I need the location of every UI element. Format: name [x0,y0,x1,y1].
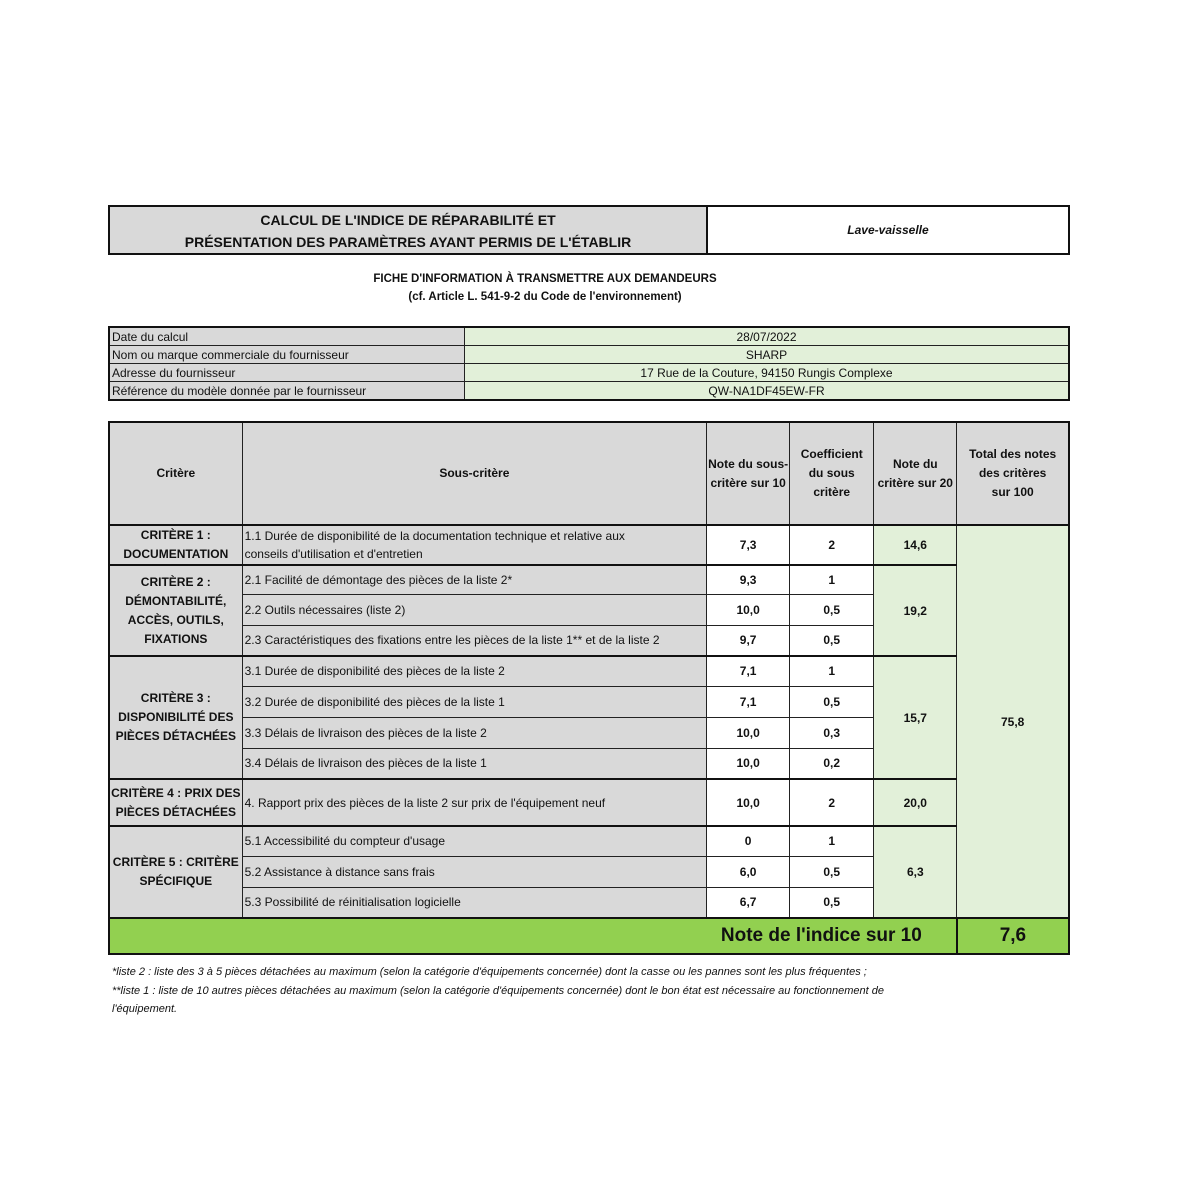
table-row [109,525,1069,565]
sub-criterion-coefficient: 2 [790,525,874,565]
criterion-line: PIÈCES DÉTACHÉES [115,804,237,819]
criterion-5-score: 6,3 [874,826,957,918]
sub-criterion-label: 2.3 Caractéristiques des fixations entre les pièces de la liste 1** et de la liste 2 [242,625,706,656]
sub-criterion-coefficient: 0,5 [790,594,874,625]
title-table [108,205,1070,255]
sub-criterion-note: 9,7 [707,625,790,656]
header-line: critère sur 20 [877,475,953,490]
sub-criterion-coefficient: 2 [790,779,874,826]
sub-criterion-coefficient: 0,5 [790,856,874,887]
footnotes [112,963,1042,1019]
sub-criterion-note: 6,0 [707,856,790,887]
criterion-5-name [109,826,242,918]
sub-criterion-line: 1.1 Durée de disponibilité de la documentation technique et relative aux [244,529,625,543]
criterion-3-name [109,656,242,779]
criterion-line: PIÈCES DÉTACHÉES [115,729,237,743]
header-total [957,422,1069,525]
header-line: Note du [892,456,938,471]
criterion-1-name [109,525,242,565]
criterion-3-score: 15,7 [874,656,957,779]
header-line: Note du sous- [708,456,789,471]
sub-criterion-note: 7,1 [707,686,790,717]
sub-criterion-label: 4. Rapport prix des pièces de la liste 2 sur prix de l'équipement neuf [242,779,706,826]
header-line: Coefficient [800,447,863,461]
header-coefficient [790,422,874,525]
sub-criterion-coefficient: 0,5 [790,625,874,656]
info-label: Date du calcul [109,327,465,346]
sub-criterion-coefficient: 1 [790,565,874,594]
info-value: 28/07/2022 [465,327,1070,346]
title-line-2: PRÉSENTATION DES PARAMÈTRES AYANT PERMIS DE L'ÉTABLIR [184,233,632,250]
criterion-line: CRITÈRE 4 : PRIX DES [111,785,241,800]
criterion-line: DOCUMENTATION [123,547,229,561]
sub-criterion-label: 2.2 Outils nécessaires (liste 2) [242,594,706,625]
sub-criterion-coefficient: 1 [790,826,874,856]
final-score-label: Note de l'indice sur 10 [109,918,957,954]
table-header-row [109,422,1069,525]
header-line: Total des notes [969,447,1057,461]
header-note-sous-critere [707,422,790,525]
sub-criterion-note: 10,0 [707,779,790,826]
header-critere: Critère [109,422,242,525]
sub-criterion-label: 3.3 Délais de livraison des pièces de la liste 2 [242,717,706,748]
final-score-value: 7,6 [957,918,1069,954]
repairability-score-table [108,421,1070,955]
sub-criterion-label: 5.2 Assistance à distance sans frais [242,856,706,887]
document-title [109,206,707,254]
header-line: du sous [808,466,855,480]
sub-criterion-coefficient: 0,3 [790,717,874,748]
supplier-info-table [108,326,1070,401]
subtitle-line-2: (cf. Article L. 541-9-2 du Code de l'environnement) [408,291,682,303]
sub-criterion-coefficient: 1 [790,656,874,686]
title-line-1: CALCUL DE L'INDICE DE RÉPARABILITÉ ET [260,211,556,228]
sub-criterion-coefficient: 0,5 [790,887,874,918]
sub-criterion-note: 10,0 [707,748,790,779]
sub-criterion-label: 5.3 Possibilité de réinitialisation logicielle [242,887,706,918]
sub-criterion-note: 7,1 [707,656,790,686]
info-row-model [109,382,1069,401]
sub-criterion-label: 3.1 Durée de disponibilité des pièces de la liste 2 [242,656,706,686]
info-label: Référence du modèle donnée par le fournisseur [109,382,465,401]
criterion-2-score: 19,2 [874,565,957,656]
header-note-critere [874,422,957,525]
criterion-line: CRITÈRE 1 : [140,528,211,542]
header-line: des critères [978,466,1047,480]
table-row [109,826,1069,856]
sub-criterion-coefficient: 0,5 [790,686,874,717]
info-label: Adresse du fournisseur [109,364,465,382]
header-line: critère [813,485,851,499]
criterion-4-score: 20,0 [874,779,957,826]
info-row-date [109,327,1069,346]
info-value: QW-NA1DF45EW-FR [465,382,1070,401]
sub-criterion-note: 10,0 [707,594,790,625]
info-row-address [109,364,1069,382]
sub-criterion-label: 3.4 Délais de livraison des pièces de la liste 1 [242,748,706,779]
header-sous-critere: Sous-critère [242,422,706,525]
info-value: SHARP [465,346,1070,364]
table-row [109,656,1069,686]
criterion-2-name [109,565,242,656]
criterion-line: DISPONIBILITÉ DES [118,710,234,724]
sub-criterion-label: 2.1 Facilité de démontage des pièces de la liste 2* [242,565,706,594]
criterion-line: ACCÈS, OUTILS, [127,612,224,627]
table-row [109,779,1069,826]
criterion-line: CRITÈRE 2 : [140,574,211,589]
criterion-line: FIXATIONS [144,631,208,646]
final-score-row [109,918,1069,954]
footnote-liste-1-continued: l'équipement. [112,1003,178,1015]
footnote-liste-1: **liste 1 : liste de 10 autres pièces détachées au maximum (selon la catégorie d'équipements concernée) dont le bon état est nécessaire au fonctionnement de [112,984,884,997]
criterion-line: DÉMONTABILITÉ, [125,593,227,608]
table-row [109,565,1069,594]
sub-criterion-line: conseils d'utilisation et d'entretien [244,547,423,561]
header-line: sur 100 [991,485,1034,499]
criterion-4-name [109,779,242,826]
criterion-1-score: 14,6 [874,525,957,565]
product-type: Lave-vaisselle [707,206,1069,254]
criterion-line: CRITÈRE 5 : CRITÈRE [112,855,239,869]
sub-criterion-label [242,525,706,565]
info-label: Nom ou marque commerciale du fournisseur [109,346,465,364]
subtitle-line-1: FICHE D'INFORMATION À TRANSMETTRE AUX DEMANDEURS [373,273,717,285]
sub-criterion-note: 0 [707,826,790,856]
info-row-brand [109,346,1069,364]
header-line: critère sur 10 [710,475,786,490]
sub-criterion-note: 7,3 [707,525,790,565]
total-score: 75,8 [957,525,1069,918]
sub-criterion-note: 10,0 [707,717,790,748]
sub-criterion-note: 6,7 [707,887,790,918]
criterion-line: SPÉCIFIQUE [139,874,213,888]
criterion-line: CRITÈRE 3 : [140,691,211,705]
sub-criterion-coefficient: 0,2 [790,748,874,779]
footnote-liste-2: *liste 2 : liste des 3 à 5 pièces détachées au maximum (selon la catégorie d'équipements concernée) dont la casse ou les pannes sont les plus fréquentes ; [112,966,867,978]
sub-criterion-label: 5.1 Accessibilité du compteur d'usage [242,826,706,856]
sub-criterion-note: 9,3 [707,565,790,594]
sub-criterion-label: 3.2 Durée de disponibilité des pièces de la liste 1 [242,686,706,717]
info-value: 17 Rue de la Couture, 94150 Rungis Complexe [465,364,1070,382]
